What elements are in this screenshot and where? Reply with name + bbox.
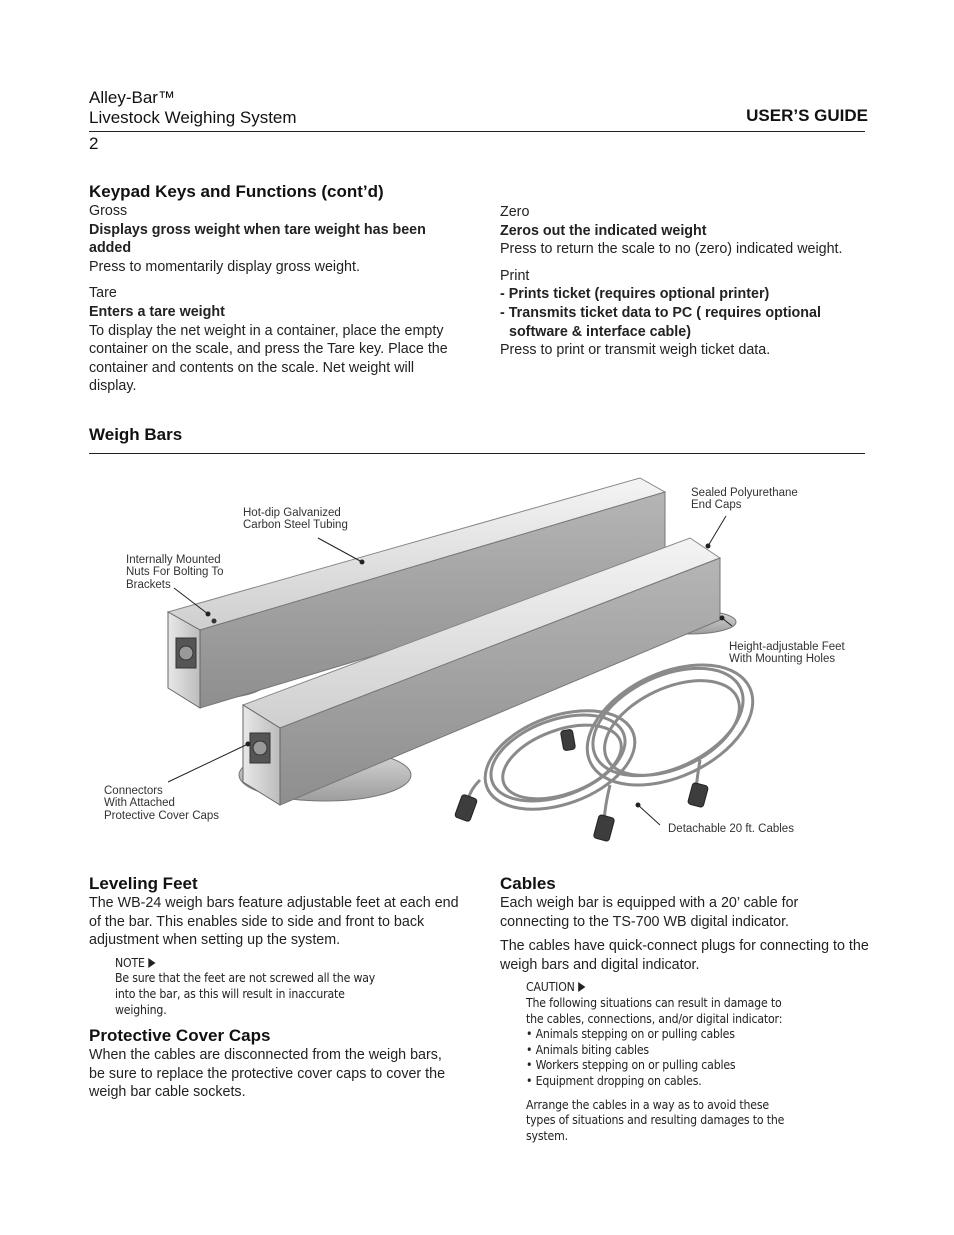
tare-key-name: Tare	[89, 285, 117, 302]
protective-body: When the cables are disconnected from the weigh bars, be sure to replace the protective cover caps to cover the weigh bar cable sockets.	[89, 1047, 446, 1101]
play-arrow-icon	[148, 958, 155, 968]
tare-key-subtitle: Enters a tare weight	[89, 303, 225, 320]
protective-heading: Protective Cover Caps	[89, 1026, 271, 1045]
gross-key-name: Gross	[89, 203, 128, 219]
zero-key-subtitle: Zeros out the indicated weight	[500, 222, 707, 239]
print-key-name: Print	[500, 267, 530, 284]
label-feet: Height-adjustable Feet With Mounting Holes	[729, 641, 845, 666]
cables-body-2: The cables have quick-connect plugs for connecting to the weigh bars and digital indicator.	[500, 938, 869, 973]
gross-key-subtitle: Displays gross weight when tare weight has been added	[89, 221, 426, 257]
label-caps: Sealed Polyurethane End Caps	[691, 487, 798, 512]
document-title	[89, 88, 297, 128]
page-number: 2	[89, 134, 99, 153]
gross-key-desc: Press to momentarily display gross weight.	[89, 258, 360, 275]
cables-section	[500, 874, 870, 1144]
leveling-note: NOTE Be sure that the feet are not screwed all the way into the bar, as this will result in inaccurate weighing.	[115, 956, 461, 1018]
label-nuts: Internally Mounted Nuts For Bolting To Brackets	[126, 554, 224, 591]
zero-key-name: Zero	[500, 204, 530, 220]
cables-body-1: Each weigh bar is equipped with a 20’ cable for connecting to the TS-700 WB digital indicator.	[500, 895, 799, 930]
zero-key-desc: Press to return the scale to no (zero) indicated weight.	[500, 241, 843, 258]
leveling-body: The WB-24 weigh bars feature adjustable feet at each end of the bar. This enables side to side and front to back adjustment when setting up the system.	[89, 895, 459, 949]
print-key-line1: - Prints ticket (requires optional printer)	[500, 286, 770, 303]
caution-label: CAUTION	[526, 980, 836, 996]
protective-section	[89, 1026, 461, 1102]
header-rule	[89, 131, 865, 132]
cables-caution: CAUTION The following situations can result in damage to the cables, connections, and/or digital indicator: • Animals stepping on or pulling cables • Animals biting cables • Workers stepping on or pulling cables • Equipment dropping on cables. Arrange the cables in a way as to avoid these types of situations and resulting damages to the system.	[526, 980, 870, 1144]
weigh-bars-rule	[89, 453, 865, 454]
guide-label: USER’S GUIDE	[746, 106, 868, 125]
leveling-heading: Leveling Feet	[89, 874, 198, 893]
print-key-line3: software & interface cable)	[509, 323, 691, 340]
print-key-line2: - Transmits ticket data to PC ( requires optional	[500, 304, 821, 321]
weigh-bars-heading: Weigh Bars	[89, 425, 183, 444]
keypad-heading: Keypad Keys and Functions (cont’d)	[89, 182, 384, 201]
keypad-left-column	[89, 182, 461, 396]
note-label: NOTE	[115, 956, 426, 972]
label-tubing: Hot-dip Galvanized Carbon Steel Tubing	[243, 507, 348, 532]
label-connectors: Connectors With Attached Protective Cover Caps	[104, 785, 220, 822]
cables-heading: Cables	[500, 874, 556, 893]
print-key-desc: Press to print or transmit weigh ticket data.	[500, 342, 771, 359]
label-cables: Detachable 20 ft. Cables	[668, 823, 794, 835]
product-subtitle: Livestock Weighing System	[89, 108, 297, 127]
tare-key-desc: To display the net weight in a container, place the empty container on the scale, and press the Tare key. Place the container and contents on the scale. Net weight will display.	[89, 322, 448, 395]
leveling-section	[89, 874, 461, 1018]
keypad-right-column	[500, 203, 870, 360]
play-arrow-icon	[578, 982, 585, 992]
product-name: Alley-Bar™	[89, 88, 175, 107]
